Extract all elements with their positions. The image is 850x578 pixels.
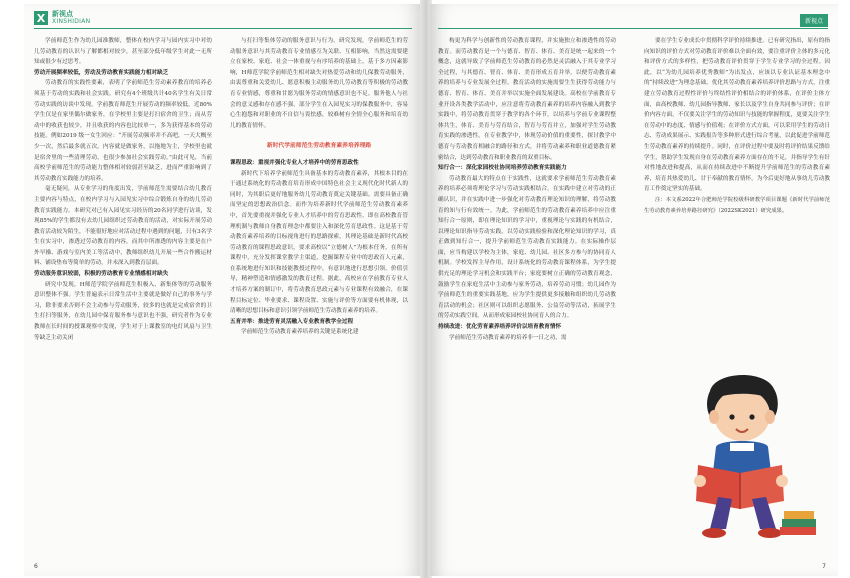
logo-mark-icon: X xyxy=(34,11,48,25)
page-number-left: 6 xyxy=(34,563,38,570)
section-heading: 劳动开展频率较低，劳动及劳动教育实践能力相对缺乏 xyxy=(34,69,169,76)
header-rule xyxy=(34,28,412,29)
left-column-1 xyxy=(34,36,212,343)
boy-reading-illustration-icon xyxy=(670,369,818,545)
right-page xyxy=(430,4,838,576)
header-rule xyxy=(438,28,828,29)
body-paragraph: 劳动教育最大的特点在于实践性，这就要求学前师范生劳动教育素养的培养必须将理论学习与劳动实践相结合，在实践中建立对劳动的正确认识，并在实践中进一步强化对劳动教育理论知识的理解，将劳动教育的知与行有效统一。为此，学前师范生的劳动教育素养培养中应注重知行合一原则，即在理论知识的学习中，重视理论与实践的有机结合，以理论知识指导劳动实践，以劳动实践检验和深化理论知识的学习，真正做到知行合一，提升学前师范生劳动教育实践能力。在实际操作层面，应当构建以学校为主体，家庭、幼儿园、社区多方参与的协同育人机制。学校发挥主导作用，设计系统化的劳动教育课程体系，为学生提供充足的理论学习机会和实践平台；家庭要树立正确的劳动教育观念，鼓励学生在家庭生活中主动参与家务劳动，培养劳动习惯；幼儿园作为学前师范生的重要实践基地，应为学生提供更多接触和组织幼儿劳动教育活动的机会；社区则可以组织志愿服务、公益劳动等活动，拓展学生的劳动实践空间，从而形成家园校社协同育人的合力。 xyxy=(438,175,616,320)
section-heading: 知行合一：深化家园校社协同培养劳动教育实践能力 xyxy=(438,165,567,172)
section-heading: 五育并举：推进劳育灵活融入专业教育教学全过程 xyxy=(230,318,354,325)
body-paragraph: 劳动教育的实践性要素，表明了学前师范生劳动素养教育的培养必须基于劳动的实践和社会实践。研究有4个班级共计40名学生有关日常劳动实践的访谈中发现，学前教育师范生开展劳动的频率较低，近80%学生仅是在家里偶尔做家务，在学校里主要是打扫宿舍的卫生；而从劳动中的收获也较少，并且收获的内容也比较单一，多为获得基本的劳动技能。例如2019 级一女生回应：“开展劳动频率并不高吧，一天大概至少一次，然后最多就五次。内容就是做家务，以拖地为主，学校里也就是宿舍里的一些清理劳动，也很少参加社会实践劳动。”由此可见，当前高校学前师范生的劳动能力整体相对较弱甚至缺乏，进而严重影响到了其劳动教育实践能力的培养。 xyxy=(34,80,212,182)
body-paragraph: 毫无疑问，从专业学习的角度出发，学前师范生需要结合幼儿教育主要内容与特点，在校内学习与入园见实习中综合锻炼自身的幼儿劳动教育实践能力。本研究对已有入园见实习经历的20名同学进行访谈，发现85%的学生都没有去幼儿园组织过劳动教育的活动，对实际开展劳动教育活动较为陌生，不能很好地应对活动过程中遇到的问题，只有3名学生在实习中，渗透过劳动教育的内容，而其中所渗透的内容主要是在户外早操、游戏与室内美工等活动中，教师组织幼儿开展一些合作搬运材料、铺设垫布等简单的劳动，并未深入到教育层面。 xyxy=(34,186,212,267)
body-paragraph: 学前师范生劳动教育素养培养的关键是系统化建 xyxy=(241,329,359,336)
magazine-logo xyxy=(34,10,90,26)
logo-en-text: XINSHIDIAN xyxy=(52,18,91,25)
left-column-2 xyxy=(230,36,408,338)
body-paragraph: 新时代下培养学前师范生具备基本的劳动教育素养，其根本目的在于通过系统化的劳动教育培育形成中国特色社会主义现代化时代新人的同时，为其职后更好地服务幼儿劳动教育奠定关键基础。需要具备正确而坚定的思想政治信念。而作为培养新时代学前师范生劳动教育素养中，首先要重视并强化专业人才培养中的劳育思政性，即在高校教育管理机制与教师自身教育理念中都要注入和深化劳育思政性。这是基于劳动教育素养培养的目标视角进行的思路探索，其理论基础是新时代高校劳动教育的课程思政意识，要求高校以“立德树人”为根本任务，在所有课程中，充分发挥课堂教学主渠道，挖掘课程专业中的思政育人元素，在系统地进行知识和技能教授过程中，有意识地进行思想引领、价值引导，精神塑造和情感激发的教育过程。据此，高校应在学前教育专业人才培养方案的制订中，将劳动教育思政元素与专业课程有效融合，在课程目标定位、毕业要求、课程设置、实施与评价等方面要有机体现，以清晰的思想目标和意识引领学前师范生劳动教育素养的培养。 xyxy=(230,170,408,315)
body-paragraph: 要在学生专业成长中贯彻科学评价持续推进。已有研究指出，原有的指向知识的评价方式对劳动教育评价难以全面有效，要注重评价主体的多元化和评价方式的多样性，把劳动教育评价贯穿于学生专业学习的全过程。因此，以“为幼儿园培养优秀教师”为出发点，应该以专业认证基本理念中的“持续改进”为理念基础，优化其劳动教育素养培养评价思路与方式，注重建立劳动教育过程性评价与终结性评价相结合的评价体系，在评价主体方面，由高校教师、幼儿园指导教师、家长以及学生自身共同参与评价；在评价内容方面，不仅要关注学生的劳动知识与技能的掌握程度，更要关注学生在劳动中的态度、情感与价值观；在评价方式方面，可以采用学生的劳动日志、劳动成果展示、实践报告等多种形式进行综合考量，以此促进学前师范生劳动教育素养的持续提升。同时，在评价过程中要及时将评价结果反馈给学生，帮助学生发现自身在劳动教育素养方面存在的不足，并指导学生有针对性地改进和提高，从而在持续改进中不断提升学前师范生的劳动教育素养，培育其热爱幼儿、甘于奉献的教育情怀，为今后更好地从事幼儿劳动教育工作奠定坚实的基础。 xyxy=(644,38,830,193)
page-number-right: 7 xyxy=(822,563,826,570)
article-section-title: 新时代学前师范生劳动教育素养培养理路 xyxy=(266,143,372,150)
section-heading: 持续改进：优化劳育素养培养评价以培育教育情怀 xyxy=(438,324,562,331)
right-column-2 xyxy=(644,36,830,216)
body-paragraph: 学前师范生作为幼儿园准教师，整体在校内学习与园内实习中对幼儿劳动教育的认识与了解都相对较少，甚至部分低年级学生对此一无所知或很少有过思考。 xyxy=(34,38,212,66)
section-tag: 新视点 xyxy=(800,14,828,27)
section-heading: 课程思政：重视并强化专业人才培养中的劳育思政性 xyxy=(230,159,359,166)
body-paragraph: 研究中发现，H师范学院学前师范生积极入、新集体等的劳动服务意识整体不强。学生普遍表示日常生活中主要就是做好自己的事务与学习，除非要求否则不会主动参与劳动服务，较多的也就是完成宿舍的卫生打扫等服务，在幼儿园中保育服务参与意识也不强，研究者作为专业教师在长时间的授课观察中发现，学生对于上课教室的电灯风扇与卫生等缺乏主动关闭 xyxy=(34,281,212,341)
right-column-1 xyxy=(438,36,616,343)
body-paragraph: 与打扫等集体劳动的服务意识与行为。研究发现，学前师范生的劳动服务意识与其劳动教育专业情感互为关联、互相影响，当然这需要建立在家校、家庭、社会一体重视与有序培养的基础上。基于多方因素影响，H师范学院学前师范生相对缺失对热爱劳动和幼儿保教劳动服务，由衷尊重和关爱幼儿、愿意积极主动服务幼儿劳动教育等积极的劳动教育专业情感，尊重和甘愿为服务劳动的情感意识也不足。服务他人与社会的意义感和存在感不强。部分学生在入园见实习的保教服务中，容易心生抱怨和对职业的不自信与畏怯感，较难树有全情全心服务和培育幼儿的教育情怀。 xyxy=(230,38,408,129)
left-page xyxy=(24,4,420,576)
footnote: 注：本文系2022年合肥师范学院校级科研教学项目课题《新时代学前师范生劳动教育素养培养路径研究》（2022SK2021）研究成果。 xyxy=(644,196,830,214)
logo-cn-text: 新视点 xyxy=(52,10,73,18)
body-paragraph: 学前师范生劳动教育素养的培养非一日之功，需 xyxy=(449,334,567,341)
body-paragraph: 构更为科学与创新性的劳动教育课程，并实施独立和渗透性的劳动教育。而劳动教育是一个与德育、智育、体育、美育是统一起来的一个概念，这就导致了学前师范生劳动教育的必然是灵活融入于其专业学习全过程，与其德育、智育、体育、美育形成五育并举，以便劳动教育素养的培养与专业发展全过程。教育活动的实施需要生生获得劳动能力与德育、智育、体育、美育并举以实施全面发展建设。高校在学前教育专业开设各类教学活动中，应注意将劳动教育素养的培养内容融入到教学实践中，将劳动教育贯穿于教学的各个环节，以培养与学前专业课程整体共生，体育、美育与劳育结合，智育与劳育并立，加强对学生劳动教育实践的渗透性。在专业教学中，体现劳动价值的重要性，探讨教学中德育与劳动教育相融合的路径和方式，并将劳动素养和职业道德教育紧密结合，达到劳动教育和职业教育的双重目标。 xyxy=(438,38,616,161)
section-heading: 劳动服务意识较弱，积极的劳动教育专业情感相对缺失 xyxy=(34,271,169,278)
